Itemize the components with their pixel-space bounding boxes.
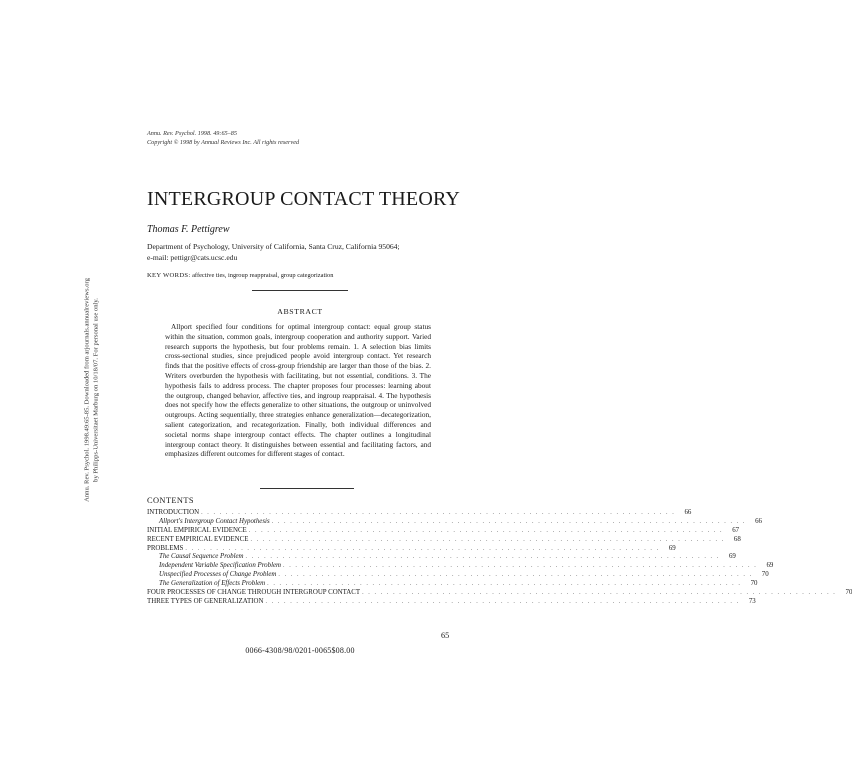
toc-entry-page: 69 [728,553,736,561]
toc-entry-label: THREE TYPES OF GENERALIZATION [147,597,264,605]
toc-subentry[interactable] [147,517,762,527]
abstract-text: Allport specified four conditions for optimal intergroup contact: equal group status within the situation, common goals, intergroup cooperation and authority support. Varied research supports the hypothesis, but four problems remain. 1. A selection bias limits cross-sectional studies, since prejudiced people avoid intergroup contact. Yet research finds that the positive effects of cross-group friendship are larger than those of the bias. 2. Writers overburden the hypothesis with facilitating, but not essential, conditions. 3. The hypothesis fails to address process. The chapter proposes four processes: learning about the outgroup, changed behavior, affective ties, and ingroup reappraisal. 4. The hypothesis does not specify how the effects generalize to other situations, the outgroup or uninvolved outgroups. Acting sequentially, three strategies enhance generalization—decategorization, salient categorization, and recategorization. Finally, both individual differences and societal norms shape intergroup contact effects. The chapter outlines a longitudinal intergroup contact theory. It distinguishes between essential and facilitating factors, and emphasizes different outcomes for different stages of contact. [165,322,431,459]
author-name: Thomas F. Pettigrew [147,224,230,235]
toc-entry-label: Independent Variable Specification Problem [159,562,282,570]
keywords-text: affective ties, ingroup reappraisal, group categorization [192,272,334,279]
toc-entry-label: FOUR PROCESSES OF CHANGE THROUGH INTERGROUP CONTACT [147,589,361,597]
journal-header [147,130,299,147]
affiliation-email[interactable]: e-mail: pettigr@cats.ucsc.edu [147,253,238,262]
toc-leader-dots: . . . . . . . . . . . . . . . . . . . . . . . . . . . . . . . . . . . . . . . . . . . . . . . . . . . . . . . . . . . . . . . . . . . . . . . . . . . . . [265,598,740,605]
copyright-line: Copyright © 1998 by Annual Reviews Inc. All rights reserved [147,138,300,146]
keywords-divider [252,290,348,291]
affiliation-department: Department of Psychology, University of California, Santa Cruz, California 95064; [147,242,400,251]
download-notice-line-2: by Philipps-Universitaet Marburg on 10/18/07. For personal use only. [92,298,99,482]
toc-entry-label: Allport's Intergroup Contact Hypothesis [159,517,270,525]
toc-entry-page: 67 [732,526,740,534]
toc-leader-dots: . . . . . . . . . . . . . . . . . . . . . . . . . . . . . . . . . . . . . . . . . . . . . . . . . . . . . . . . . . . . . . . . . . . . . . . . . . . . . [362,590,837,597]
keywords [147,272,333,279]
toc-entry-label: The Causal Sequence Problem [159,553,244,561]
toc-entry-label: INTRODUCTION [147,509,200,516]
toc-entry[interactable] [147,535,741,545]
toc-leader-dots: . . . . . . . . . . . . . . . . . . . . . . . . . . . . . . . . . . . . . . . . . . . . . . . . . . . . . . . . . . . . . . . . . . . . . . . . . . . . . [201,510,676,516]
toc-subentry[interactable] [147,562,774,571]
abstract-heading: ABSTRACT [277,307,323,316]
author-affiliation [147,241,447,263]
toc-leader-dots: . . . . . . . . . . . . . . . . . . . . . . . . . . . . . . . . . . . . . . . . . . . . . . . . . . . . . . . . . . . . . . . . . . . . . . . . . . . . . [245,554,720,561]
toc-entry[interactable] [147,589,852,598]
toc-leader-dots: . . . . . . . . . . . . . . . . . . . . . . . . . . . . . . . . . . . . . . . . . . . . . . . . . . . . . . . . . . . . . . . . . . . . . . . . . . . . . [248,527,724,534]
toc-entry-page: 68 [733,535,741,543]
page-number: 65 [441,631,450,640]
toc-entry-label: The Generalization of Effects Problem [159,580,266,588]
toc-entry-page: 70 [750,580,758,588]
toc-subentry[interactable] [147,553,736,562]
toc-leader-dots: . . . . . . . . . . . . . . . . . . . . . . . . . . . . . . . . . . . . . . . . . . . . . . . . . . . . . . . . . . . . . . . . . . . . . . . . . . . . . [271,518,746,525]
toc-entry-page: 66 [684,509,692,516]
toc-entry[interactable] [147,526,740,536]
toc-entry-page: 70 [845,589,852,597]
toc-entry-label: Unspecified Processes of Change Problem [159,571,277,579]
toc-entry[interactable] [147,597,756,607]
footer-code: 0066-4308/98/0201-0065$08.00 [245,646,355,655]
toc-entry[interactable] [147,544,676,554]
toc-leader-dots: . . . . . . . . . . . . . . . . . . . . . . . . . . . . . . . . . . . . . . . . . . . . . . . . . . . . . . . . . . . . . . . . . . . . . . . . . . . . . [185,545,660,552]
journal-citation: Annu. Rev. Psychol. 1998. 49:65–85 [147,130,237,137]
toc-entry-page: 66 [755,517,762,525]
toc-entry-label: INITIAL EMPIRICAL EVIDENCE [147,526,247,534]
toc-entry-page: 69 [668,544,676,552]
table-of-contents [147,509,852,607]
toc-leader-dots: . . . . . . . . . . . . . . . . . . . . . . . . . . . . . . . . . . . . . . . . . . . . . . . . . . . . . . . . . . . . . . . . . . . . . . . . . . . . . [250,536,725,543]
article-title: INTERGROUP CONTACT THEORY [147,188,461,210]
toc-entry-label: PROBLEMS [147,544,184,552]
toc-entry-page: 69 [766,562,774,570]
toc-entry[interactable] [147,509,692,518]
toc-entry-page: 70 [761,571,769,579]
toc-leader-dots: . . . . . . . . . . . . . . . . . . . . . . . . . . . . . . . . . . . . . . . . . . . . . . . . . . . . . . . . . . . . . . . . . . . . . . . . . . . . . [267,581,742,588]
toc-subentry[interactable] [147,571,769,580]
toc-subentry[interactable] [147,580,758,589]
abstract-divider [260,488,354,489]
toc-leader-dots: . . . . . . . . . . . . . . . . . . . . . . . . . . . . . . . . . . . . . . . . . . . . . . . . . . . . . . . . . . . . . . . . . . . . . . . . . . . . . [283,563,758,570]
download-notice-line-1: Annu. Rev. Psychol. 1998.49:65-85. Downloaded from arjournals.annualreviews.org [83,278,91,502]
download-notice [83,278,100,502]
toc-entry-label: RECENT EMPIRICAL EVIDENCE [147,535,249,543]
keywords-label: KEY WORDS: [147,272,191,279]
toc-leader-dots: . . . . . . . . . . . . . . . . . . . . . . . . . . . . . . . . . . . . . . . . . . . . . . . . . . . . . . . . . . . . . . . . . . . . . . . . . . . . . [278,572,753,579]
toc-entry-page: 73 [748,597,756,605]
contents-heading: CONTENTS [147,496,194,505]
